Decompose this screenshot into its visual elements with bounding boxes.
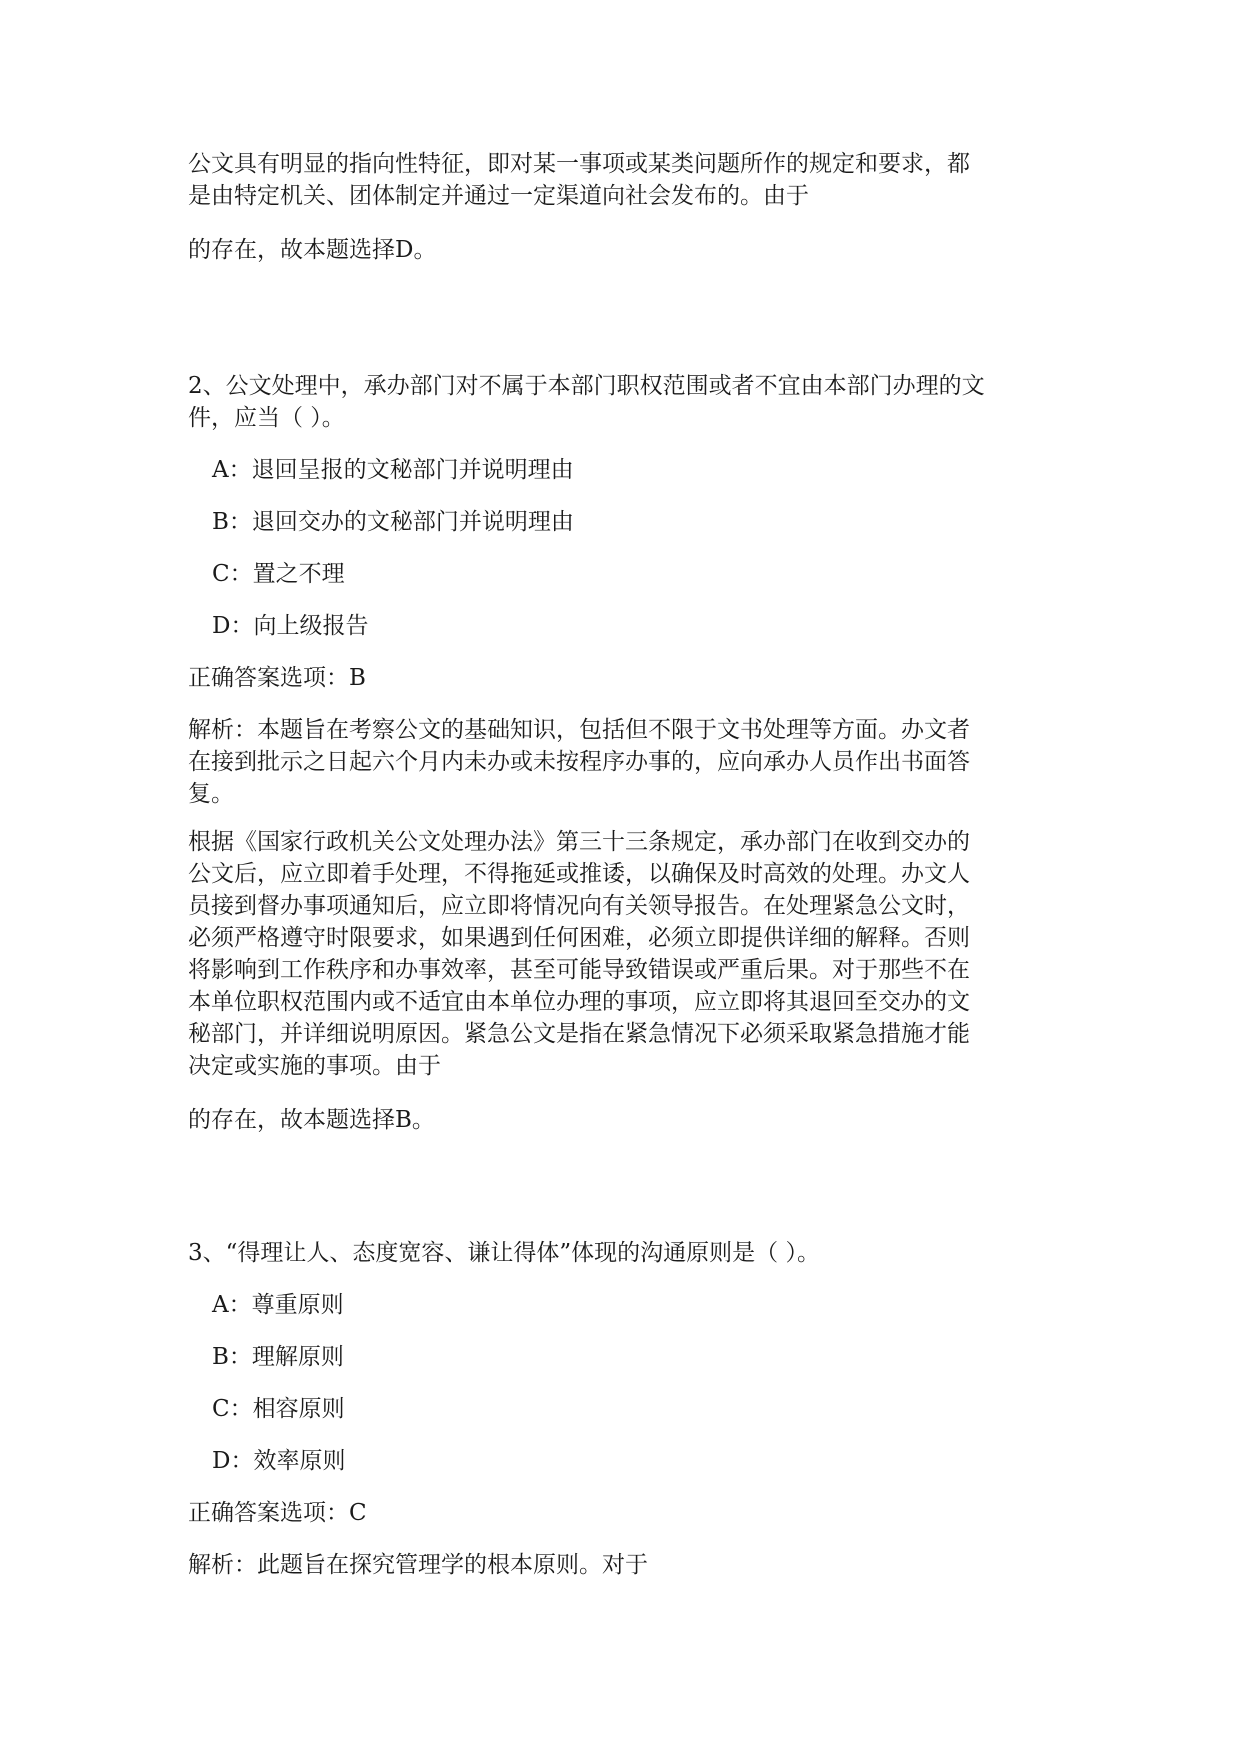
q2-expl2-line-1: 根据《国家行政机关公文处理办法》第三十三条规定，承办部门在收到交办的 bbox=[188, 829, 970, 855]
q2-expl2-line-7: 秘部门，并详细说明原因。紧急公文是指在紧急情况下必须采取紧急措施才能 bbox=[188, 1021, 970, 1047]
q1-explanation-line-2: 是由特定机关、团体制定并通过一定渠道向社会发布的。由于 bbox=[188, 183, 809, 209]
q2-option-c: C：置之不理 bbox=[212, 561, 345, 587]
q2-question-line-2: 件，应当（ ）。 bbox=[188, 405, 345, 431]
q2-option-b: B：退回交办的文秘部门并说明理由 bbox=[212, 509, 574, 535]
q2-explanation-1 bbox=[188, 714, 1068, 810]
q2-expl2-line-6: 本单位职权范围内或不适宜由本单位办理的事项，应立即将其退回至交办的文 bbox=[188, 989, 970, 1015]
q1-explanation-block bbox=[188, 148, 1068, 266]
q1-explanation-line-1: 公文具有明显的指向性特征，即对某一事项或某类问题所作的规定和要求，都 bbox=[188, 151, 970, 177]
q3-explanation: 解析：此题旨在探究管理学的根本原则。对于 bbox=[188, 1552, 648, 1578]
q2-option-a: A：退回呈报的文秘部门并说明理由 bbox=[212, 457, 574, 483]
question-3 bbox=[188, 1237, 1068, 1581]
q2-conclusion: 的存在，故本题选择B。 bbox=[188, 1107, 435, 1133]
q3-question-text bbox=[188, 1237, 1068, 1269]
q2-question-text bbox=[188, 370, 1068, 434]
q3-option-d: D：效率原则 bbox=[212, 1448, 346, 1474]
q2-expl2-line-8: 决定或实施的事项。由于 bbox=[188, 1053, 441, 1079]
q3-answer: 正确答案选项：C bbox=[188, 1500, 367, 1526]
q2-expl2-line-4: 必须严格遵守时限要求，如果遇到任何困难，必须立即提供详细的解释。否则 bbox=[188, 925, 970, 951]
q2-answer: 正确答案选项：B bbox=[188, 665, 366, 691]
q1-conclusion: 的存在，故本题选择D。 bbox=[188, 237, 437, 263]
q3-option-b: B：理解原则 bbox=[212, 1344, 344, 1370]
q3-question-line: 3、“得理让人、态度宽容、谦让得体”体现的沟通原则是（ ）。 bbox=[188, 1240, 820, 1266]
q2-expl1-line-3: 复。 bbox=[188, 781, 234, 807]
q2-expl2-line-5: 将影响到工作秩序和办事效率，甚至可能导致错误或严重后果。对于那些不在 bbox=[188, 957, 970, 983]
q3-option-c: C：相容原则 bbox=[212, 1396, 345, 1422]
q2-option-d: D：向上级报告 bbox=[212, 613, 369, 639]
q2-question-line-1: 2、公文处理中，承办部门对不属于本部门职权范围或者不宜由本部门办理的文 bbox=[188, 373, 985, 399]
q2-expl1-line-2: 在接到批示之日起六个月内未办或未按程序办事的，应向承办人员作出书面答 bbox=[188, 749, 970, 775]
q3-option-a: A：尊重原则 bbox=[212, 1292, 344, 1318]
q2-expl2-line-2: 公文后，应立即着手处理，不得拖延或推诿，以确保及时高效的处理。办文人 bbox=[188, 861, 970, 887]
q2-expl2-line-3: 员接到督办事项通知后，应立即将情况向有关领导报告。在处理紧急公文时， bbox=[188, 893, 970, 919]
question-2 bbox=[188, 370, 1068, 1136]
q2-explanation-2 bbox=[188, 826, 1068, 1082]
q2-expl1-line-1: 解析：本题旨在考察公文的基础知识，包括但不限于文书处理等方面。办文者 bbox=[188, 717, 970, 743]
